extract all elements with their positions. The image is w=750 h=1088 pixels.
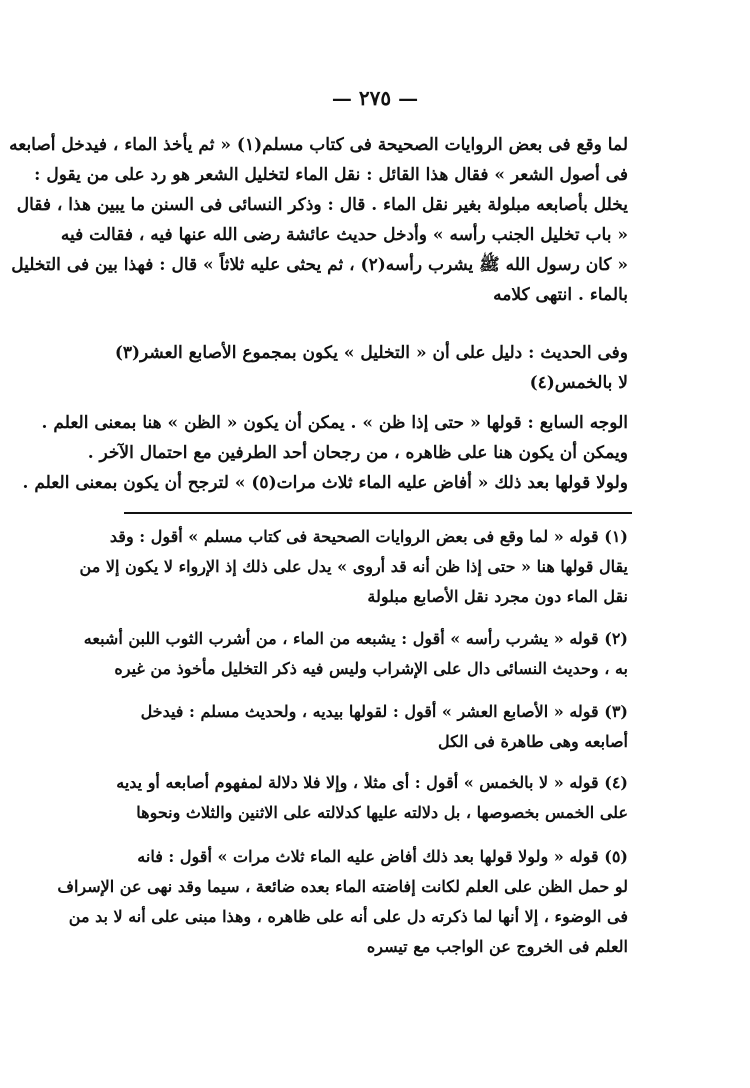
text-line: (٢) قوله « يشرب رأسه » أقول : يشبعه من الماء ، من أشرب الثوب اللبن أشبعه <box>83 629 628 648</box>
text-line: لو حمل الظن على العلم لكانت إفاضته الماء بعده ضائعة ، سيما وقد نهى عن الإسراف <box>57 877 628 896</box>
text-line: فى أصول الشعر » فقال هذا القائل : نقل الماء لتخليل الشعر هو رد على من يقول : <box>34 165 628 185</box>
footnote-separator <box>124 512 632 514</box>
text-line: به ، وحديث النسائى دال على الإشراب وليس فيه ذكر التخليل مأخوذ من غيره <box>114 659 628 678</box>
text-line: لا بالخمس(٤) <box>529 373 628 393</box>
text-line: (٤) قوله « لا بالخمس » أقول : أى مثلا ، وإلا فلا دلالة لمفهوم أصابعه أو يديه <box>116 773 628 792</box>
text-line: العلم فى الخروج عن الواجب مع تيسره <box>366 937 628 956</box>
text-line: يقال قولها هنا « حتى إذا ظن أنه قد أروى » يدل على ذلك إذ الإرواء لا يكون إلا من <box>79 557 628 576</box>
text-line: « كان رسول الله ﷺ يشرب رأسه(٢) ، ثم يحثى عليه ثلاثاً » قال : فهذا بين فى التخليل <box>11 255 628 275</box>
text-line: الوجه السابع : قولها « حتى إذا ظن » . يمكن أن يكون « الظن » هنا بمعنى العلم . <box>41 413 628 433</box>
main-paragraph-3 <box>22 408 628 498</box>
footnote-2 <box>83 624 628 684</box>
text-line: « باب تخليل الجنب رأسه » وأدخل حديث عائشة رضى الله عنها فيه ، فقالت فيه <box>60 225 628 245</box>
text-line: على الخمس بخصوصها ، بل دلالته عليها كدلالته على الاثنين والثلاث ونحوها <box>136 803 628 822</box>
text-line: يخلل بأصابعه مبلولة بغير نقل الماء . قال : وذكر النسائى فى السنن ما يبين هذا ، فقال <box>16 195 628 215</box>
text-line: أصابعه وهى طاهرة فى الكل <box>438 732 628 751</box>
text-line: (٣) قوله « الأصابع العشر » أقول : لقولها بيديه ، ولحديث مسلم : فيدخل <box>140 702 628 721</box>
main-paragraph-2 <box>114 338 628 398</box>
footnote-1 <box>79 522 628 612</box>
text-line: لما وقع فى بعض الروايات الصحيحة فى كتاب مسلم(١) « ثم يأخذ الماء ، فيدخل أصابعه <box>9 135 628 155</box>
text-line: نقل الماء دون مجرد نقل الأصابع مبلولة <box>367 587 628 606</box>
footnote-4 <box>118 768 628 828</box>
text-line: ويمكن أن يكون هنا على ظاهره ، من رجحان أحد الطرفين مع احتمال الآخر . <box>87 443 628 463</box>
text-line: (١) قوله « لما وقع فى بعض الروايات الصحيحة فى كتاب مسلم » أقول : وقد <box>109 527 628 546</box>
text-line: (٥) قوله « ولولا قولها بعد ذلك أفاض عليه الماء ثلاث مرات » أقول : فانه <box>137 847 628 866</box>
text-line: وفى الحديث : دليل على أن « التخليل » يكون بمجموع الأصابع العشر(٣) <box>114 343 628 363</box>
footnote-5 <box>57 842 628 962</box>
text-line: فى الوضوء ، إلا أنها لما ذكرته دل على أنه على ظاهره ، وهذا مبنى على أنه لا بد من <box>68 907 628 926</box>
main-paragraph-1 <box>9 130 628 310</box>
text-line: بالماء . انتهى كلامه <box>493 285 628 305</box>
footnote-3 <box>118 697 628 757</box>
text-line: ولولا قولها بعد ذلك « أفاض عليه الماء ثلاث مرات(٥) » لترجح أن يكون بمعنى العلم . <box>22 473 628 493</box>
page-number: — ٢٧٥ — <box>331 86 419 110</box>
